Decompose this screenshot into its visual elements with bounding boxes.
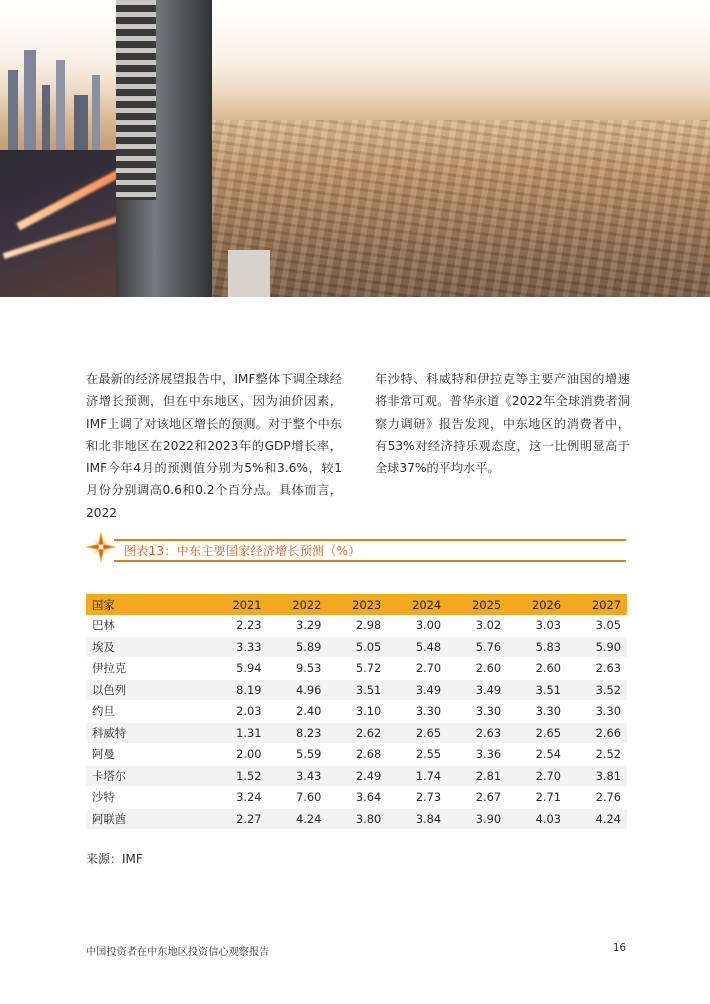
value-cell: 3.64 (327, 787, 387, 809)
hero-photo (0, 0, 710, 297)
table-row (86, 722, 627, 744)
value-cell: 3.24 (208, 787, 268, 809)
left-paragraph: 在最新的经济展望报告中，IMF整体下调全球经济增长预测，但在中东地区，因为油价因素，IMF上调了对该地区增长的预测。对于整个中东和北非地区在2022和2023年的GDP增长率，IMF今年4月的预测值分别为5%和3.6%，较1月份分别调高0.6和0.2个百分点。具体而言，2022 (86, 372, 342, 520)
value-cell: 3.43 (267, 765, 327, 787)
value-cell: 2.60 (507, 658, 567, 680)
value-cell: 1.52 (208, 765, 268, 787)
country-cell: 伊拉克 (86, 658, 208, 680)
table-row (86, 658, 627, 680)
value-cell: 2.70 (507, 765, 567, 787)
table-row (86, 701, 627, 723)
value-cell: 2.03 (208, 701, 268, 723)
country-cell: 卡塔尔 (86, 765, 208, 787)
value-cell: 5.48 (387, 636, 447, 658)
value-cell: 4.24 (567, 808, 627, 830)
value-cell: 9.53 (267, 658, 327, 680)
value-cell: 3.52 (567, 679, 627, 701)
country-cell: 约旦 (86, 701, 208, 723)
value-cell: 4.96 (267, 679, 327, 701)
growth-forecast-table (86, 594, 627, 830)
value-cell: 1.31 (208, 722, 268, 744)
column-header: 国家 (86, 594, 208, 615)
column-header: 2025 (447, 594, 507, 615)
table-row (86, 615, 627, 636)
body-text-left-column (86, 368, 342, 524)
country-cell: 科威特 (86, 722, 208, 744)
page-number: 16 (613, 943, 626, 954)
value-cell: 2.76 (567, 787, 627, 809)
country-cell: 巴林 (86, 615, 208, 636)
distant-skyline (0, 40, 110, 160)
column-header: 2021 (208, 594, 268, 615)
value-cell: 5.90 (567, 636, 627, 658)
value-cell: 2.65 (507, 722, 567, 744)
value-cell: 3.30 (447, 701, 507, 723)
value-cell: 2.70 (387, 658, 447, 680)
value-cell: 3.84 (387, 808, 447, 830)
value-cell: 5.89 (267, 636, 327, 658)
value-cell: 3.33 (208, 636, 268, 658)
value-cell: 8.23 (267, 722, 327, 744)
value-cell: 3.36 (447, 744, 507, 766)
low-building (228, 250, 270, 297)
value-cell: 2.62 (327, 722, 387, 744)
value-cell: 2.52 (567, 744, 627, 766)
value-cell: 3.29 (267, 615, 327, 636)
value-cell: 2.49 (327, 765, 387, 787)
value-cell: 5.83 (507, 636, 567, 658)
country-cell: 阿联酋 (86, 808, 208, 830)
value-cell: 4.24 (267, 808, 327, 830)
value-cell: 3.00 (387, 615, 447, 636)
column-header: 2027 (567, 594, 627, 615)
table-row (86, 744, 627, 766)
figure-rule-bottom (114, 560, 626, 562)
figure-rule-top (114, 539, 626, 541)
figure-header (84, 532, 626, 564)
value-cell: 3.51 (507, 679, 567, 701)
body-text-right-column (375, 368, 630, 479)
city-ground (210, 120, 710, 297)
skyscraper (116, 0, 212, 297)
compass-star-icon (84, 530, 118, 564)
value-cell: 3.30 (567, 701, 627, 723)
value-cell: 2.63 (567, 658, 627, 680)
value-cell: 2.71 (507, 787, 567, 809)
value-cell: 2.27 (208, 808, 268, 830)
table-row (86, 787, 627, 809)
value-cell: 5.72 (327, 658, 387, 680)
value-cell: 3.02 (447, 615, 507, 636)
value-cell: 8.19 (208, 679, 268, 701)
value-cell: 2.66 (567, 722, 627, 744)
footer-report-title: 中国投资者在中东地区投资信心观察报告 (86, 947, 270, 958)
value-cell: 5.76 (447, 636, 507, 658)
value-cell: 2.67 (447, 787, 507, 809)
source-note: 来源：IMF (86, 852, 143, 866)
value-cell: 3.51 (327, 679, 387, 701)
table-row (86, 765, 627, 787)
column-header: 2022 (267, 594, 327, 615)
value-cell: 3.05 (567, 615, 627, 636)
value-cell: 2.00 (208, 744, 268, 766)
highway-lights (0, 150, 130, 297)
value-cell: 2.63 (447, 722, 507, 744)
country-cell: 阿曼 (86, 744, 208, 766)
value-cell: 3.81 (567, 765, 627, 787)
right-paragraph: 年沙特、科威特和伊拉克等主要产油国的增速将非常可观。普华永道《2022年全球消费者洞察力调研》报告发现，中东地区的消费者中，有53%对经济持乐观态度，这一比例明显高于全球37%的平均水平。 (375, 372, 630, 476)
value-cell: 5.05 (327, 636, 387, 658)
table-row (86, 679, 627, 701)
value-cell: 2.73 (387, 787, 447, 809)
value-cell: 3.90 (447, 808, 507, 830)
value-cell: 2.65 (387, 722, 447, 744)
value-cell: 2.23 (208, 615, 268, 636)
value-cell: 3.49 (447, 679, 507, 701)
table-row (86, 636, 627, 658)
value-cell: 2.98 (327, 615, 387, 636)
table-row (86, 808, 627, 830)
value-cell: 2.81 (447, 765, 507, 787)
value-cell: 1.74 (387, 765, 447, 787)
value-cell: 3.30 (387, 701, 447, 723)
value-cell: 2.55 (387, 744, 447, 766)
value-cell: 3.80 (327, 808, 387, 830)
value-cell: 3.49 (387, 679, 447, 701)
value-cell: 4.03 (507, 808, 567, 830)
value-cell: 2.60 (447, 658, 507, 680)
country-cell: 沙特 (86, 787, 208, 809)
value-cell: 3.30 (507, 701, 567, 723)
country-cell: 埃及 (86, 636, 208, 658)
figure-title: 图表13：中东主要国家经济增长预测（%） (124, 544, 361, 558)
column-header: 2023 (327, 594, 387, 615)
value-cell: 5.94 (208, 658, 268, 680)
value-cell: 3.10 (327, 701, 387, 723)
country-cell: 以色列 (86, 679, 208, 701)
column-header: 2026 (507, 594, 567, 615)
value-cell: 5.59 (267, 744, 327, 766)
column-header: 2024 (387, 594, 447, 615)
value-cell: 7.60 (267, 787, 327, 809)
value-cell: 3.03 (507, 615, 567, 636)
value-cell: 2.54 (507, 744, 567, 766)
value-cell: 2.68 (327, 744, 387, 766)
value-cell: 2.40 (267, 701, 327, 723)
table-header-row (86, 594, 627, 615)
